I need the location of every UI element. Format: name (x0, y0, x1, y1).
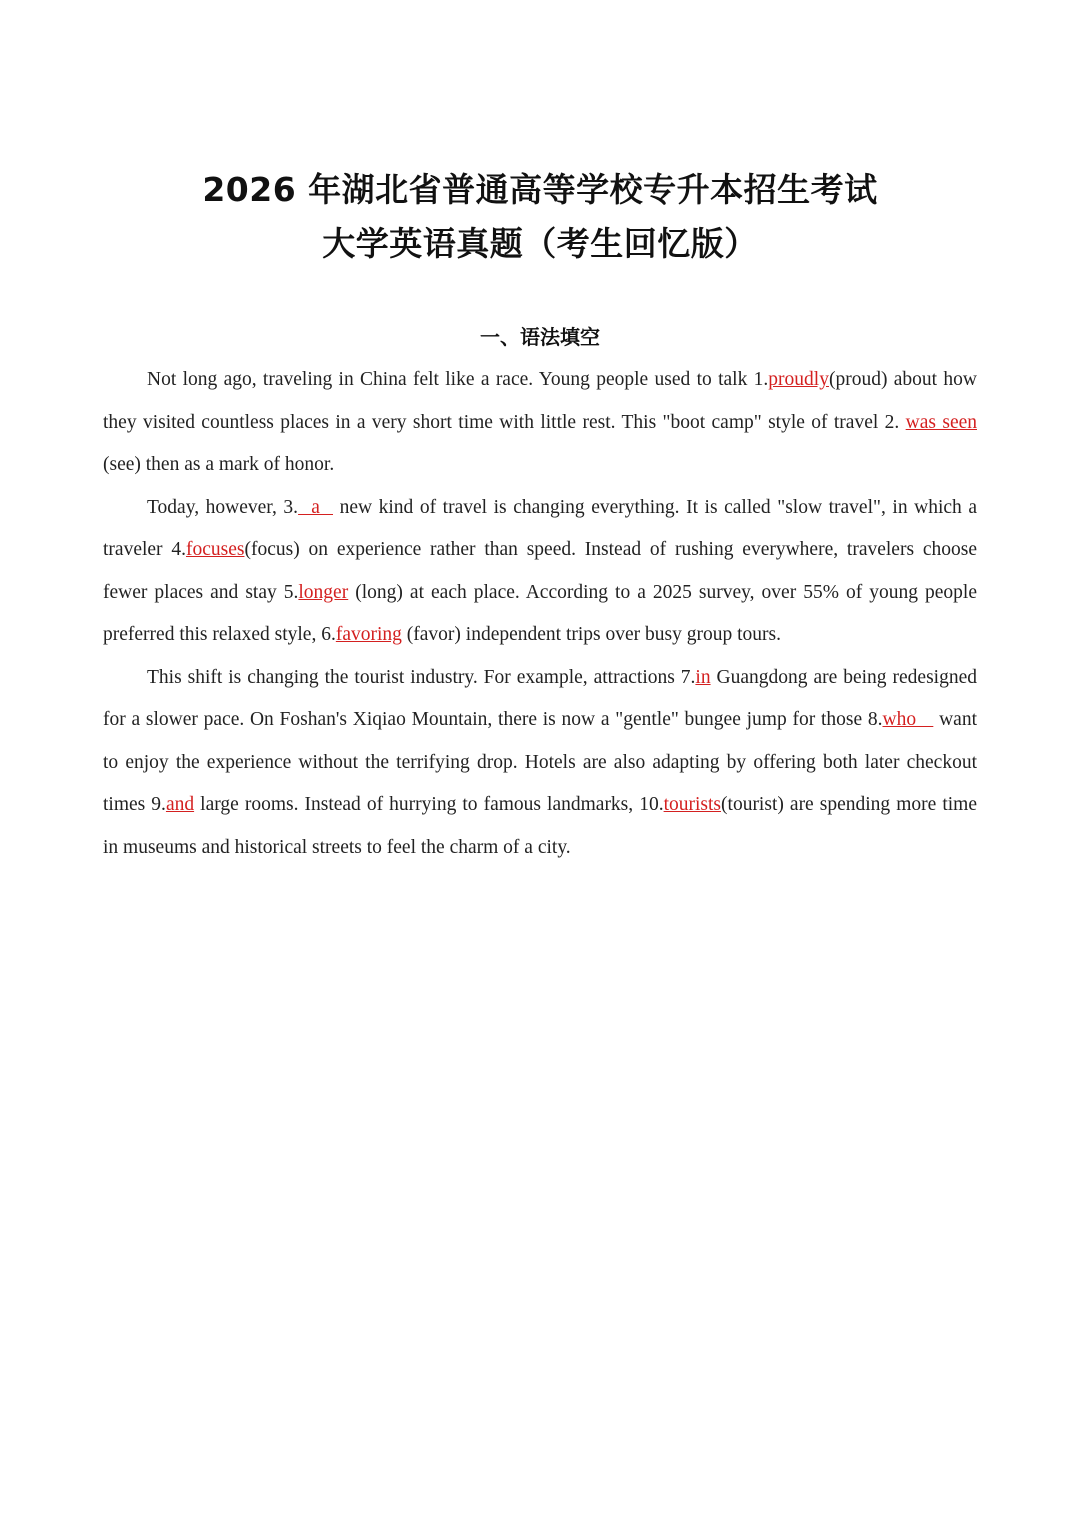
answer-blank: was seen (905, 411, 977, 433)
answer-blank: a (298, 496, 333, 518)
answer-blank: longer (298, 581, 349, 603)
passage-text: (see) then as a mark of honor. (103, 454, 335, 475)
passage-text: Not long ago, traveling in China felt like a race. Young people used to talk 1. (147, 369, 769, 390)
passage-paragraph (103, 359, 977, 487)
passage-text: (proud) about how they visited countless places in a very short time with little rest. This "boot camp" style of travel 2. (103, 369, 977, 433)
passage-text: large rooms. Instead of hurrying to famous landmarks, 10. (194, 794, 664, 815)
passage-text: (focus) on experience rather than speed. Instead of rushing everywhere, travelers choose fewer places and stay 5. (103, 539, 977, 603)
passage-text: want to enjoy the experience without the terrifying drop. Hotels are also adapting by offering both later checkout times 9. (103, 709, 977, 815)
answer-blank: in (695, 666, 711, 688)
passage-text: (favor) independent trips over busy group tours. (401, 624, 781, 645)
page-subtitle: 大学英语真题（考生回忆版） (322, 224, 758, 263)
answer-blank: and (165, 794, 195, 815)
passage-text: Guangdong are being redesigned for a slower pace. On Foshan's Xiqiao Mountain, there is now a "gentle" bungee jump for those 8. (103, 666, 977, 730)
passage-text: Today, however, 3. (147, 496, 299, 518)
passage-paragraph (103, 657, 977, 870)
section-heading: 一、语法填空 (480, 325, 600, 349)
passage-text: (tourist) are spending more time in museums and historical streets to feel the charm of a city. (103, 794, 978, 858)
passage-paragraph (103, 487, 977, 657)
page-title: 2026 年湖北省普通高等学校专升本招生考试 (202, 170, 878, 209)
answer-blank: focuses (185, 539, 245, 560)
passage (103, 359, 977, 869)
answer-blank: favoring (335, 624, 402, 645)
passage-text: (long) at each place. According to a 2025 survey, over 55% of young people preferred this relaxed style, 6. (103, 581, 977, 645)
passage-text: This shift is changing the tourist industry. For example, attractions 7. (147, 666, 696, 688)
answer-blank: tourists (663, 794, 722, 815)
answer-blank: who (882, 709, 934, 730)
answer-blank: proudly (768, 369, 829, 390)
title-block (0, 163, 1080, 271)
passage-text: new kind of travel is changing everything. It is called "slow travel", in which a traveler 4. (103, 496, 978, 560)
